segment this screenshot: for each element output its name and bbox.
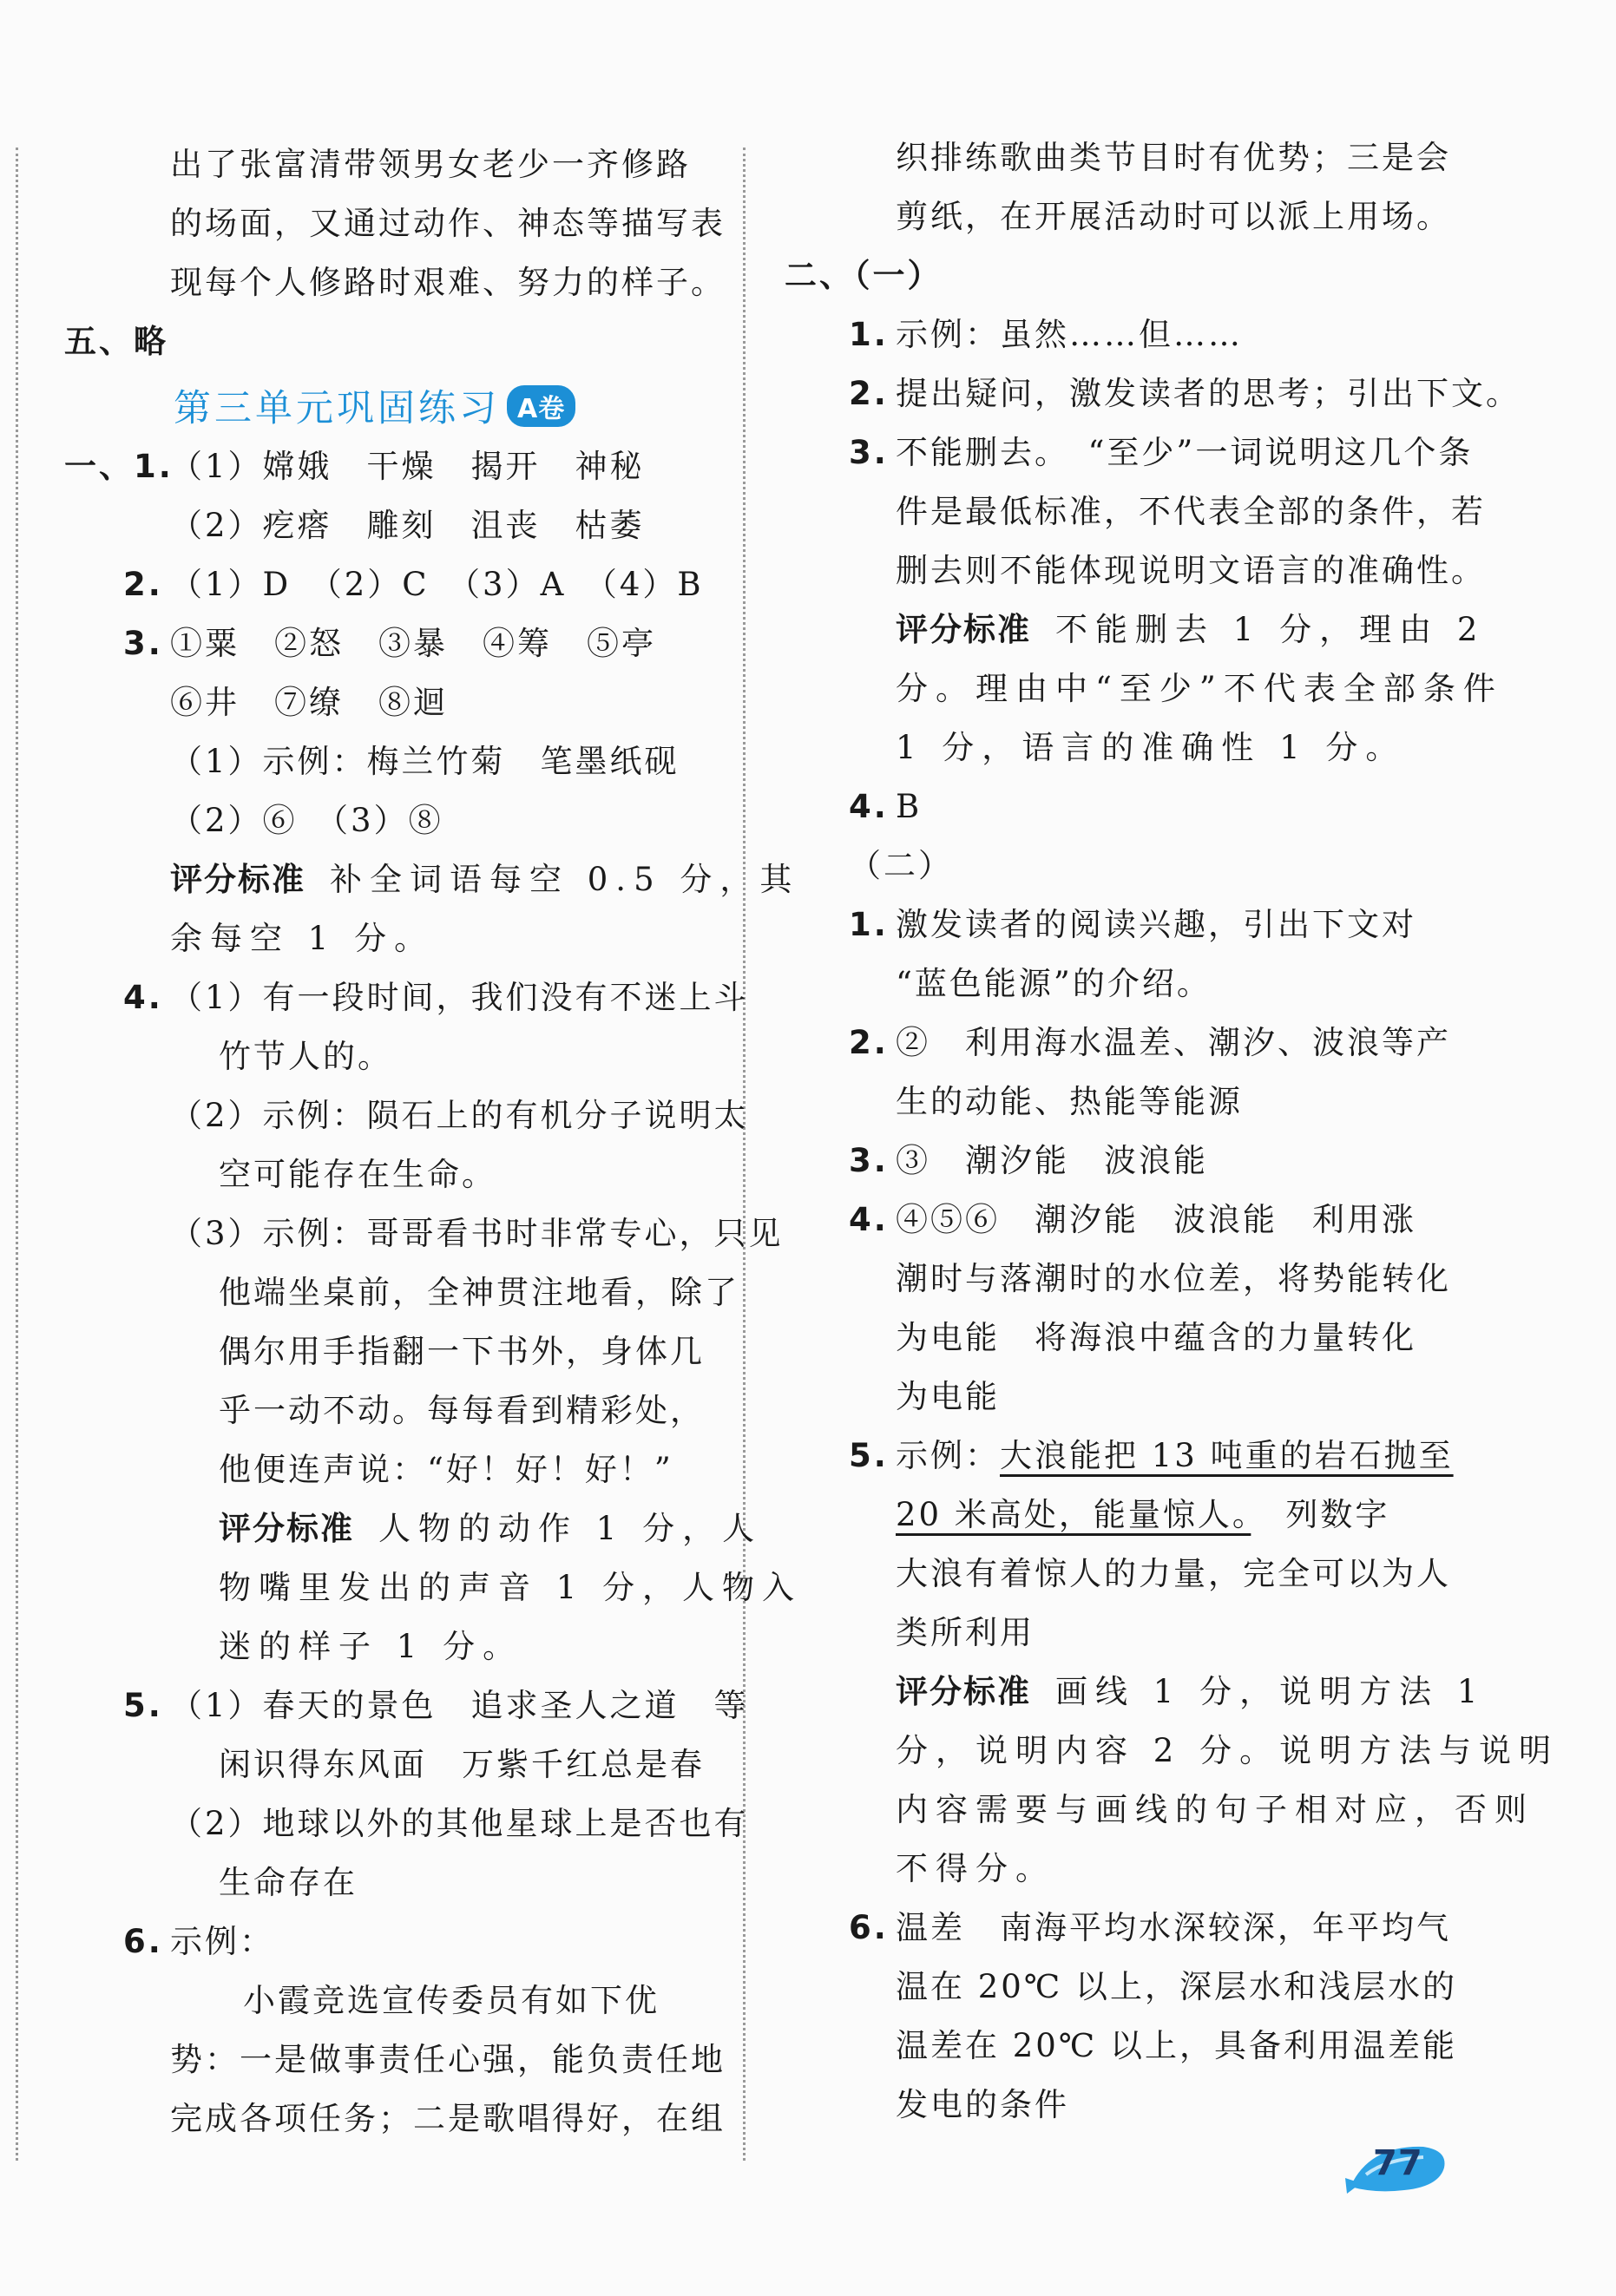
answer-line: 潮时与落潮时的水位差，将势能转化 (896, 1260, 1451, 1297)
answer-line: 提出疑问，激发读者的思考；引出下文。 (896, 375, 1521, 412)
scoring-text: 余每空 1 分。 (170, 920, 435, 957)
scoring-label: 评分标准 (896, 611, 1031, 648)
scoring-text: 不得分。 (896, 1850, 1055, 1887)
b1-number: 1. (849, 906, 889, 943)
answer-line: （2）示例：陨石上的有机分子说明太 (170, 1097, 749, 1134)
scoring-criteria (896, 1673, 1485, 1711)
left-margin-dotted-line (16, 148, 18, 2161)
answer-line: 大浪有着惊人的力量，完全可以为人 (896, 1555, 1451, 1592)
text-line: 出了张富清带领男女老少一齐修路 (170, 146, 691, 183)
scoring-label: 评分标准 (219, 1510, 354, 1547)
scoring-text: 迷的样子 1 分。 (219, 1628, 523, 1665)
answer-line: 为电能 (896, 1378, 1000, 1415)
scoring-label: 评分标准 (170, 861, 305, 898)
b2-number: 2. (849, 1024, 889, 1061)
volume-badge: A卷 (507, 385, 575, 427)
unit-title (174, 379, 575, 432)
answer-line: 类所利用 (896, 1614, 1035, 1651)
answer-line (896, 1437, 1454, 1475)
section-two: 二、（一） (785, 257, 943, 294)
answer-line: 温差 南海平均水深较深，年平均气 (896, 1909, 1451, 1946)
answer-line (896, 1496, 1389, 1534)
page-number-badge (1343, 2140, 1449, 2197)
answer-line: （1）春天的景色 追求圣人之道 等 (170, 1687, 749, 1724)
answer-line: 闲识得东风面 万紫千红总是春 (219, 1746, 705, 1783)
scoring-criteria (219, 1510, 762, 1548)
b6-number: 6. (849, 1909, 889, 1946)
answer-line: 生的动能、热能等能源 (896, 1083, 1243, 1120)
scoring-criteria (896, 611, 1485, 649)
b3-number: 3. (849, 1142, 889, 1179)
b4-number: 4. (849, 1201, 889, 1238)
answer-line: ④⑤⑥ 潮汐能 波浪能 利用涨 (896, 1201, 1416, 1238)
subsection-two: （二） (849, 847, 953, 884)
q4-number: 4. (123, 979, 163, 1016)
scoring-label: 评分标准 (896, 1673, 1031, 1710)
scoring-text: 画线 1 分，说明方法 1 (1055, 1673, 1486, 1710)
underlined-sentence: 大浪能把 13 吨重的岩石抛至 (1000, 1437, 1454, 1474)
answer-line: （2）⑥ （3）⑧ (170, 802, 443, 839)
answer-line: （1）D （2）C （3）A （4）B (170, 566, 704, 603)
q3-number: 3. (123, 625, 163, 662)
underlined-sentence: 20 米高处，能量惊人。 (896, 1496, 1251, 1533)
answer-line: 空可能存在生命。 (219, 1156, 496, 1193)
text-line: 的场面，又通过动作、神态等描写表 (170, 205, 726, 242)
scoring-text: 分，说明内容 2 分。说明方法与说明 (896, 1732, 1560, 1769)
answer-line: 他端坐桌前，全神贯注地看，除了 (219, 1274, 739, 1311)
answer-line: 激发读者的阅读兴趣，引出下文对 (896, 906, 1416, 943)
answer-line: （1）嫦娥 干燥 揭开 神秘 (170, 448, 645, 485)
answer-line: 件是最低标准，不代表全部的条件，若 (896, 493, 1486, 530)
q1-number: 一、1. (64, 448, 174, 485)
answer-line: 生命存在 (219, 1864, 358, 1901)
column-divider (743, 148, 746, 2161)
text-line: 现每个人修路时艰难、努力的样子。 (170, 264, 726, 301)
answer-line: 乎一动不动。每每看到精彩处， (219, 1392, 705, 1429)
answer-line: 他便连声说：“好！好！好！” (219, 1451, 673, 1488)
answer-line: ③ 潮汐能 波浪能 (896, 1142, 1208, 1179)
answer-prefix: 示例： (896, 1437, 1000, 1474)
page-number: 77 (1373, 2143, 1423, 2183)
scoring-text: 人物的动作 1 分，人 (378, 1510, 763, 1547)
a3-number: 3. (849, 434, 889, 471)
answer-line: 示例：虽然……但…… (896, 316, 1243, 353)
a2-number: 2. (849, 375, 889, 412)
answer-line: （1）示例：梅兰竹菊 笔墨纸砚 (170, 743, 680, 780)
scoring-text: 不能删去 1 分，理由 2 (1055, 611, 1486, 648)
scoring-text: 补全词语每空 0.5 分，其 (330, 861, 800, 898)
answer-line: ② 利用海水温差、潮汐、波浪等产 (896, 1024, 1451, 1061)
b5-number: 5. (849, 1437, 889, 1474)
scoring-criteria (170, 861, 799, 899)
a4-number: 4. (849, 788, 889, 825)
answer-line: 偶尔用手指翻一下书外，身体几 (219, 1333, 705, 1370)
answer-line: 小霞竞选宣传委员有如下优 (243, 1982, 660, 2019)
answer-line: ①粟 ②怒 ③暴 ④筹 ⑤亭 (170, 625, 656, 662)
scoring-text: 内容需要与画线的句子相对应，否则 (896, 1791, 1534, 1828)
text-line: 剪纸，在开展活动时可以派上用场。 (896, 198, 1451, 235)
q6-number: 6. (123, 1923, 163, 1960)
answer-line: 完成各项任务；二是歌唱得好，在组 (170, 2100, 726, 2137)
answer-line: 势：一是做事责任心强，能负责任地 (170, 2041, 726, 2078)
answer-line: （2）地球以外的其他星球上是否也有 (170, 1805, 749, 1842)
answer-line: 温在 20℃ 以上，深层水和浅层水的 (896, 1968, 1457, 2005)
section-five: 五、略 (64, 323, 168, 360)
answer-line: （1）有一段时间，我们没有不迷上斗 (170, 979, 749, 1016)
scoring-text: 物嘴里发出的声音 1 分，人物入 (219, 1569, 803, 1606)
a1-number: 1. (849, 316, 889, 353)
answer-line: B (896, 788, 923, 825)
scoring-text: 1 分，语言的准确性 1 分。 (896, 729, 1406, 766)
answer-text: 列数字 (1251, 1496, 1390, 1533)
q2-number: 2. (123, 566, 163, 603)
text-line: 织排练歌曲类节目时有优势；三是会 (896, 139, 1451, 176)
answer-line: 发电的条件 (896, 2086, 1069, 2123)
answer-line: 不能删去。 “至少”一词说明这几个条 (896, 434, 1474, 471)
scoring-text: 分。理由中“至少”不代表全部条件 (896, 670, 1503, 707)
answer-line: 温差在 20℃ 以上，具备利用温差能 (896, 2027, 1457, 2064)
answer-line: 为电能 将海浪中蕴含的力量转化 (896, 1319, 1416, 1356)
answer-line: （2）疙瘩 雕刻 沮丧 枯萎 (170, 507, 645, 544)
answer-line: 竹节人的。 (219, 1038, 392, 1075)
answer-line: “蓝色能源”的介绍。 (896, 965, 1212, 1002)
q5-number: 5. (123, 1687, 163, 1724)
answer-line: ⑥井 ⑦缭 ⑧迴 (170, 684, 448, 721)
unit-title-text: 第三单元巩固练习 (174, 387, 500, 430)
answer-line: 删去则不能体现说明文语言的准确性。 (896, 552, 1486, 589)
answer-line: 示例： (170, 1923, 274, 1960)
answer-line: （3）示例：哥哥看书时非常专心，只见 (170, 1215, 784, 1252)
